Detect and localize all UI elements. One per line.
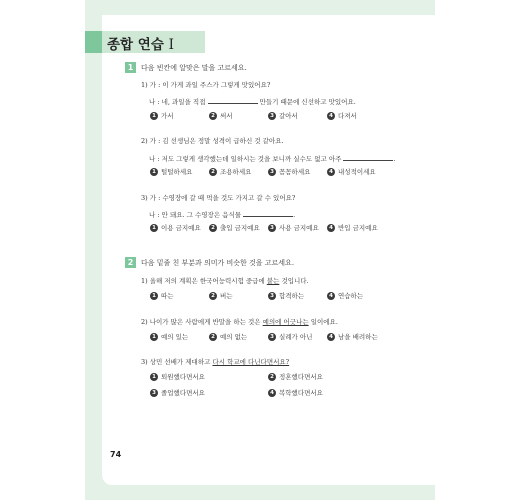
s2-q1-sentence [141,277,309,286]
s1-q1-line2 [149,96,356,107]
title-bar [85,31,205,53]
option-label: 정혼했다면서요 [279,373,323,381]
s1-q2-line2-pre: 나 : 저도 그렇게 생각했는데 일하시는 것을 보니까 실수도 없고 아주 [149,155,344,163]
s1-q3-option-3[interactable] [268,224,319,233]
option-number-4: 4 [327,112,335,120]
s1-q3-line2-post: . [293,211,296,219]
answer-blank [343,153,396,163]
option-number-3: 3 [268,168,276,176]
option-number-4: 4 [327,292,335,300]
option-label: 따는 [161,292,174,300]
s2-q2-option-2[interactable] [209,333,247,342]
option-number-3: 3 [268,292,276,300]
option-label: 버는 [220,292,233,300]
option-label: 이용 금지예요 [161,224,201,232]
title-roman: I [168,37,174,53]
option-number-3: 3 [268,333,276,341]
underlined-phrase: 예의에 어긋나는 [262,318,309,326]
option-number-3: 3 [150,389,158,397]
s1-q2-line2-post: . [393,155,396,163]
option-number-2: 2 [209,333,217,341]
s1-q3-option-4[interactable] [327,224,378,233]
s2-q1-option-1[interactable] [150,292,174,301]
s1-q2-line1: 2) 가 : 김 선생님은 정말 성격이 급하신 것 같아요. [141,137,284,145]
option-label: 조용하세요 [220,168,252,176]
underlined-phrase: 다시 학교에 다닌다면서요? [212,358,290,366]
s1-q3-line2-pre: 나 : 안 돼요. 그 수영장은 음식물 [149,211,244,219]
title-tab-marker [85,31,102,53]
s1-q2-line2 [149,153,396,164]
sentence-post: 일이에요. [308,318,338,326]
option-number-1: 1 [150,168,158,176]
answer-blank [243,209,296,219]
option-number-3: 3 [268,112,276,120]
s2-q1-option-4[interactable] [327,292,363,301]
underlined-phrase: 붙는 [266,277,280,285]
title-text: 종합 연습 [107,37,164,53]
s2-q3-option-4[interactable] [268,389,323,398]
option-label: 써서 [220,112,233,120]
option-number-2: 2 [209,224,217,232]
option-number-1: 1 [150,224,158,232]
option-label: 꼼꼼하세요 [279,168,311,176]
section-1-number: 1 [125,62,136,73]
s1-q2-option-1[interactable] [150,168,192,177]
s2-q2-sentence [141,318,338,327]
s2-q3-option-1[interactable] [150,373,205,382]
sentence-post: 것입니다. [279,277,309,285]
option-label: 실례가 아닌 [279,333,313,341]
section-1-instruction: 다음 빈칸에 알맞은 말을 고르세요. [141,64,247,72]
option-label: 출입 금지예요 [220,224,260,232]
option-label: 갈아서 [279,112,298,120]
option-label: 반입 금지예요 [338,224,378,232]
option-label: 연습하는 [338,292,364,300]
s1-q2-option-2[interactable] [209,168,251,177]
option-number-1: 1 [150,373,158,381]
option-number-1: 1 [150,292,158,300]
answer-blank [208,96,258,104]
option-number-3: 3 [268,224,276,232]
option-label: 예의 없는 [220,333,248,341]
s1-q3-option-2[interactable] [209,224,260,233]
s1-q3-line2 [149,209,295,220]
option-number-2: 2 [209,168,217,176]
s1-q1-line2-post: 만들기 때문에 신선하고 맛있어요. [257,98,356,106]
sentence-pre: 2) 나이가 많은 사람에게 반말을 하는 것은 [141,318,263,326]
s2-q2-option-1[interactable] [150,333,188,342]
option-label: 합격하는 [279,292,305,300]
s1-q1-option-3[interactable] [268,112,298,121]
option-number-4: 4 [327,168,335,176]
page-title [107,33,174,53]
option-number-2: 2 [209,292,217,300]
s1-q1-line2-pre: 나 : 네, 과일을 직접 [149,98,208,106]
s1-q2-option-3[interactable] [268,168,310,177]
section-2-number: 2 [125,257,136,268]
option-number-2: 2 [268,373,276,381]
option-label: 다져서 [338,112,357,120]
s2-q3-option-3[interactable] [150,389,205,398]
s2-q2-option-4[interactable] [327,333,378,342]
s1-q2-option-4[interactable] [327,168,376,177]
option-label: 퇴원했다면서요 [161,373,205,381]
option-label: 털털하세요 [161,168,193,176]
option-number-2: 2 [209,112,217,120]
option-label: 졸업했다면서요 [161,389,205,397]
s1-q1-option-2[interactable] [209,112,233,121]
s2-q2-option-3[interactable] [268,333,312,342]
option-number-4: 4 [327,333,335,341]
s1-q1-option-4[interactable] [327,112,357,121]
option-number-1: 1 [150,333,158,341]
s1-q3-option-1[interactable] [150,224,201,233]
option-number-4: 4 [268,389,276,397]
s2-q3-sentence [141,358,289,367]
option-label: 사용 금지예요 [279,224,319,232]
sentence-pre: 3) 상민 선배가 제대하고 [141,358,213,366]
option-number-4: 4 [327,224,335,232]
s2-q1-option-3[interactable] [268,292,304,301]
s2-q3-option-2[interactable] [268,373,323,382]
option-number-1: 1 [150,112,158,120]
option-label: 남을 배려하는 [338,333,378,341]
s1-q1-line1: 1) 가 : 이 가게 과일 주스가 그렇게 맛있어요? [141,81,271,89]
s1-q3-line1: 3) 가 : 수영장에 갈 때 먹을 것도 가지고 갈 수 있어요? [141,194,296,202]
s1-q1-option-1[interactable] [150,112,174,121]
s2-q1-option-2[interactable] [209,292,233,301]
option-label: 복학했다면서요 [279,389,323,397]
sentence-pre: 1) 올해 저의 계획은 한국어능력시험 중급에 [141,277,267,285]
section-2-instruction: 다음 밑줄 친 부분과 의미가 비슷한 것을 고르세요. [141,259,295,267]
option-label: 예의 있는 [161,333,189,341]
option-label: 내성적이세요 [338,168,376,176]
page-number: 74 [110,450,122,459]
option-label: 가서 [161,112,174,120]
